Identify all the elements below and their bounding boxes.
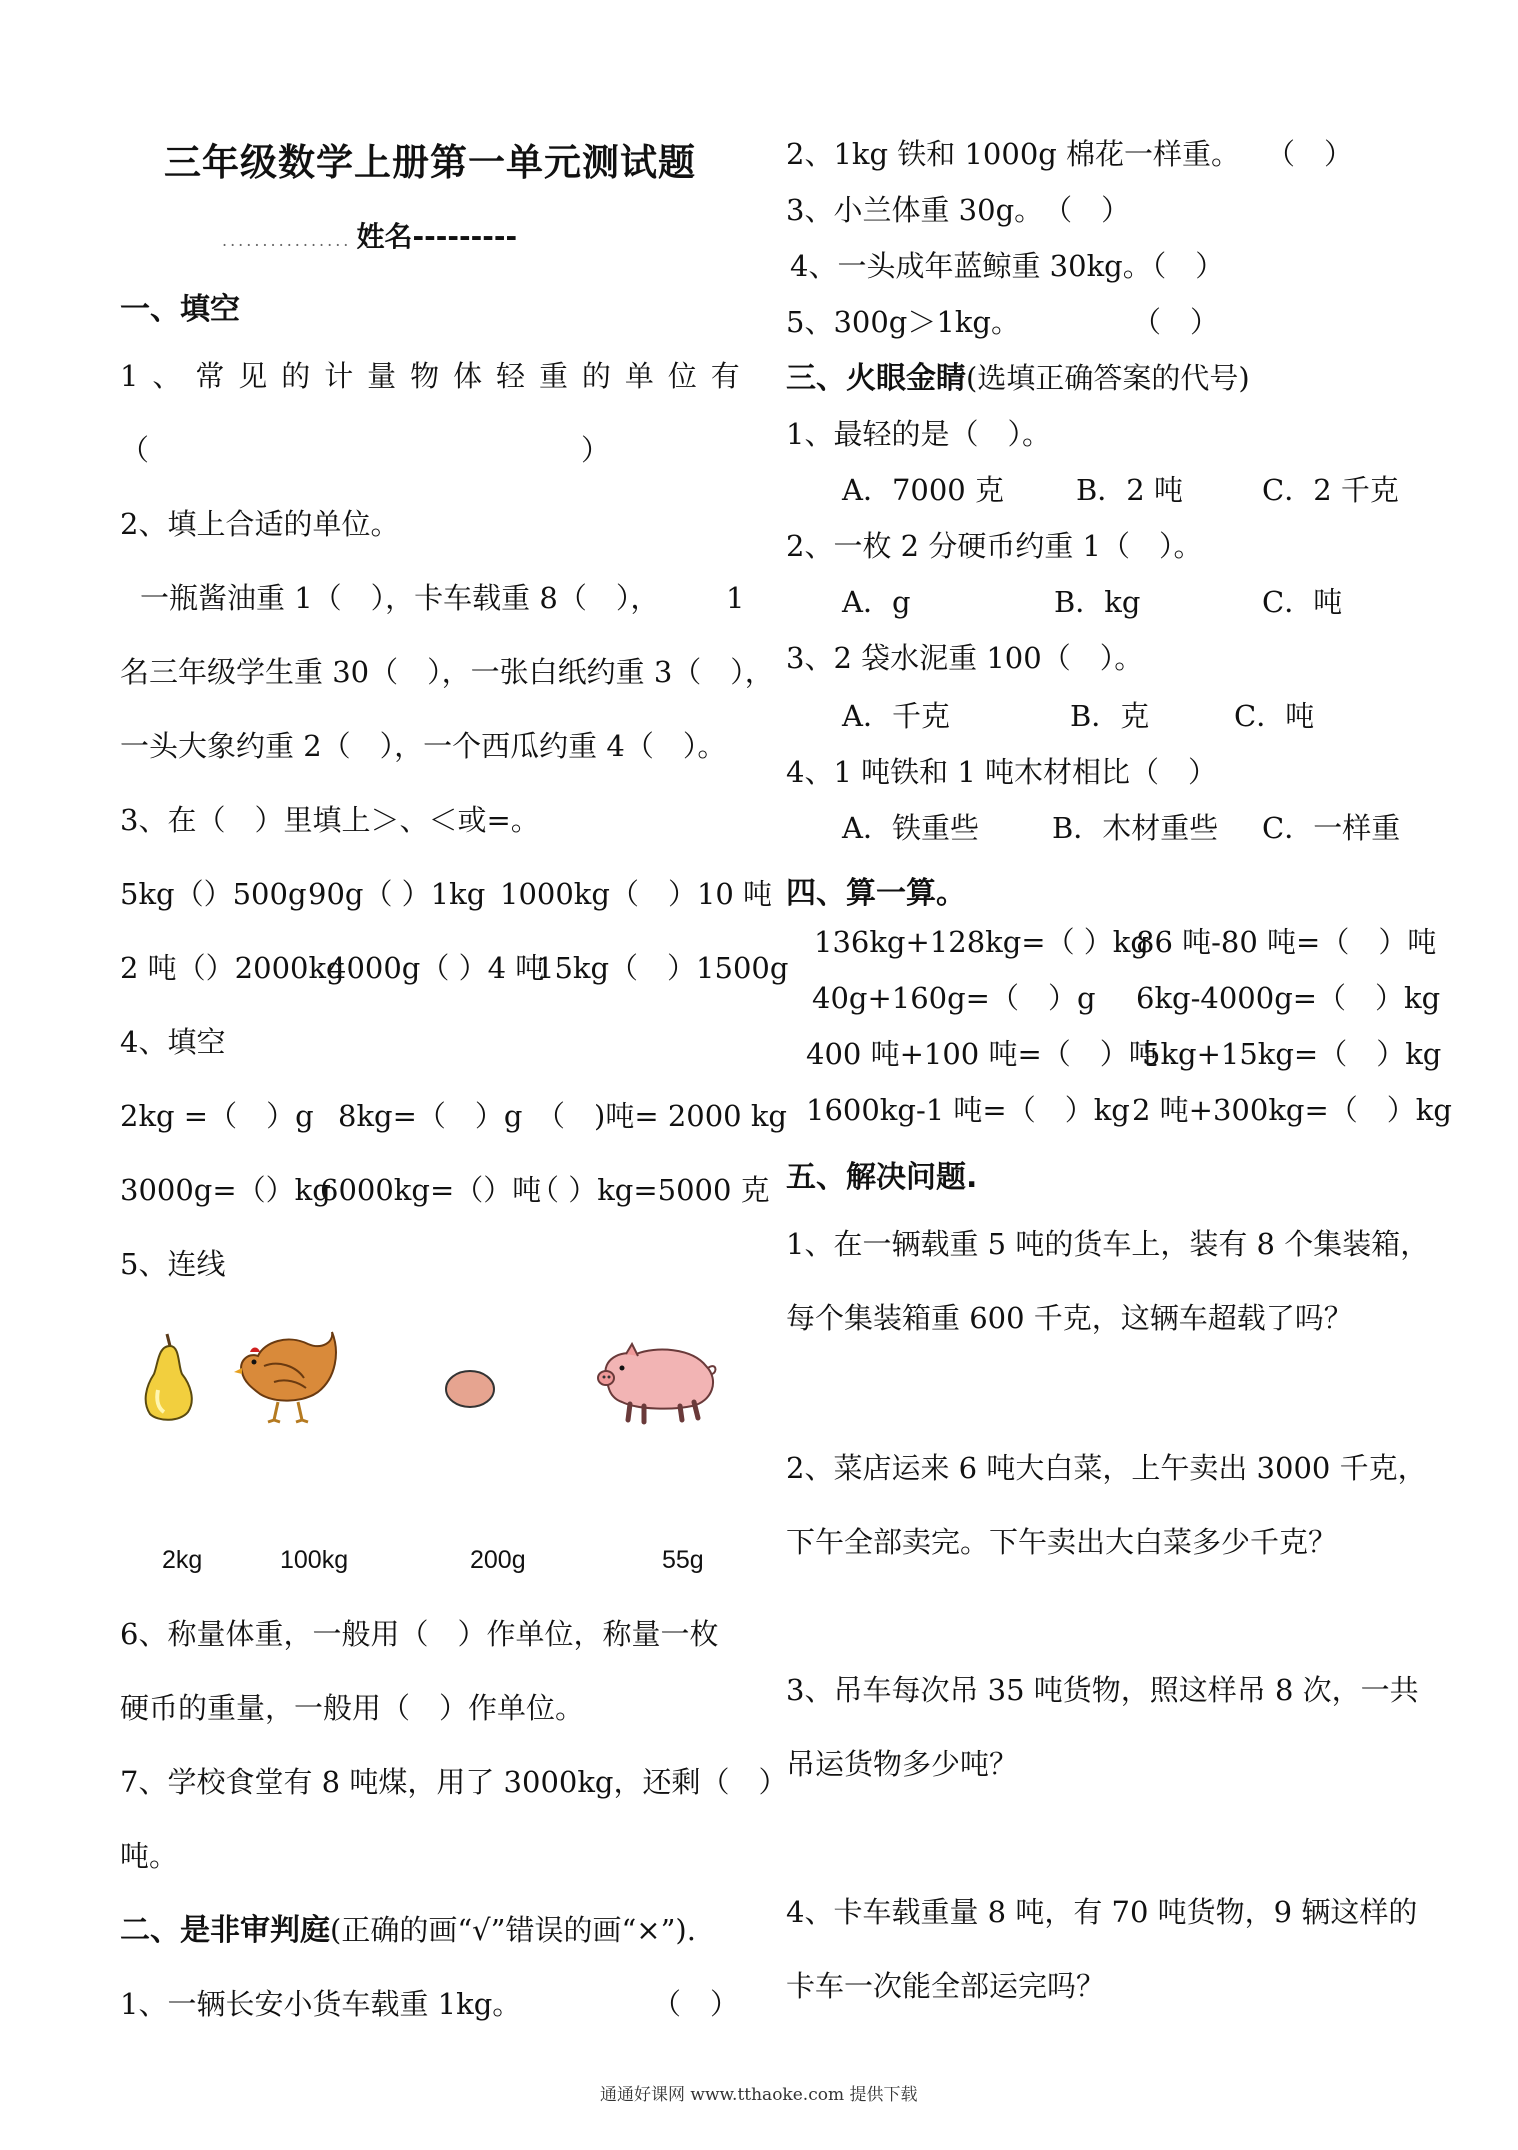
name-line <box>222 215 517 255</box>
choice-question-3: 3、2 袋水泥重 100（ ）。 <box>786 641 1144 675</box>
question-7-line-1: 7、学校食堂有 8 吨煤，用了 3000kg，还剩（ ） <box>120 1765 788 1799</box>
weight-label: 100kg <box>280 1546 349 1574</box>
judge-question-5: 5、300g＞1kg。 <box>786 305 1020 339</box>
calc-item: 2 吨+300kg=（ ）kg <box>1132 1093 1452 1127</box>
footer-credit: 通通好课网 www.tthaoke.com 提供下载 <box>600 2085 918 2105</box>
compare-item: 5kg（）500g <box>120 877 307 911</box>
question-5-heading: 5、连线 <box>120 1247 226 1281</box>
question-2-line-1-end: 1 <box>726 581 745 615</box>
question-6-line-1: 6、称量体重，一般用（ ）作单位，称量一枚 <box>120 1617 719 1651</box>
convert-item: 3000g=（）kg <box>120 1173 331 1207</box>
question-1-line-2: （ ） <box>120 433 610 467</box>
section-2-heading: 二、是非审判庭 <box>120 1913 330 1948</box>
problem-1-line-1: 1、在一辆载重 5 吨的货车上，装有 8 个集装箱， <box>786 1227 1430 1261</box>
judge-question-4: 4、一头成年蓝鲸重 30kg。（ ） <box>790 249 1225 283</box>
problem-1-line-2: 每个集装箱重 600 千克，这辆车超载了吗？ <box>786 1301 1353 1335</box>
pear-icon <box>136 1330 200 1422</box>
calc-item: 6kg-4000g=（ ）kg <box>1136 981 1441 1015</box>
convert-item: 8kg=（ ）g <box>338 1099 523 1133</box>
choice-option: C．吨 <box>1262 585 1343 619</box>
question-1-line-1: 1 、 常 见 的 计 量 物 体 轻 重 的 单 位 有 <box>120 359 740 393</box>
calc-item: 136kg+128kg=（ ）kg <box>814 925 1149 959</box>
compare-item: 1000kg（ ）10 吨 <box>500 877 773 911</box>
weight-label: 2kg <box>162 1546 203 1574</box>
section-5-heading: 五、解决问题. <box>786 1160 978 1195</box>
name-dots: ................ <box>222 231 352 250</box>
choice-question-4: 4、1 吨铁和 1 吨木材相比（ ） <box>786 755 1218 789</box>
question-7-line-2: 吨。 <box>120 1839 179 1873</box>
judge-answer-paren: （ ） <box>652 1987 740 2021</box>
calc-item: 86 吨-80 吨=（ ）吨 <box>1136 925 1437 959</box>
section-3-note: (选填正确答案的代号) <box>966 361 1250 395</box>
section-3-heading-line <box>786 360 1250 397</box>
problem-4-line-2: 卡车一次能全部运完吗？ <box>786 1969 1106 2003</box>
hen-icon <box>234 1322 340 1424</box>
calc-item: 5kg+15kg=（ ）kg <box>1142 1037 1442 1071</box>
choice-option: C．吨 <box>1234 699 1315 733</box>
choice-option: A．千克 <box>842 699 950 733</box>
judge-question-1: 1、一辆长安小货车载重 1kg。 <box>120 1987 522 2021</box>
judge-question-2: 2、1kg 铁和 1000g 棉花一样重。 <box>786 137 1241 171</box>
convert-item: （ )吨= 2000 kg <box>536 1099 787 1133</box>
compare-item: 2 吨（）2000kg <box>120 951 345 985</box>
problem-3-line-1: 3、吊车每次吊 35 吨货物，照这样吊 8 次，一共 <box>786 1673 1419 1707</box>
question-4-heading: 4、填空 <box>120 1025 226 1059</box>
egg-icon <box>444 1368 496 1410</box>
judge-answer-paren: （ ） <box>1132 305 1220 339</box>
question-6-line-2: 硬币的重量，一般用（ ）作单位。 <box>120 1691 585 1725</box>
section-2-heading-line <box>120 1912 696 1949</box>
problem-3-line-2: 吊运货物多少吨？ <box>786 1747 1019 1781</box>
choice-option: B．木材重些 <box>1052 811 1219 845</box>
convert-item: （ ）kg=5000 克 <box>530 1173 770 1207</box>
choice-option: B．kg <box>1054 585 1141 619</box>
problem-2-line-1: 2、菜店运来 6 吨大白菜，上午卖出 3000 千克， <box>786 1451 1427 1485</box>
name-label: 姓名--------- <box>356 220 518 253</box>
problem-2-line-2: 下午全部卖完。下午卖出大白菜多少千克？ <box>786 1525 1338 1559</box>
pig-icon <box>596 1340 720 1424</box>
problem-4-line-1: 4、卡车载重量 8 吨，有 70 吨货物，9 辆这样的 <box>786 1895 1418 1929</box>
page-title: 三年级数学上册第一单元测试题 <box>164 141 696 184</box>
question-2-line-3: 一头大象约重 2（ ），一个西瓜约重 4（ ）。 <box>120 729 727 763</box>
section-3-heading: 三、火眼金睛 <box>786 361 966 396</box>
judge-answer-paren: （ ） <box>1266 137 1354 171</box>
section-4-heading: 四、算一算。 <box>786 876 966 911</box>
choice-option: C．一样重 <box>1262 811 1401 845</box>
choice-option: A．铁重些 <box>842 811 979 845</box>
calc-item: 1600kg-1 吨=（ ）kg <box>806 1093 1130 1127</box>
question-2-heading: 2、填上合适的单位。 <box>120 507 400 541</box>
choice-option: A．g <box>842 585 911 619</box>
convert-item: 6000kg=（）吨 <box>320 1173 542 1207</box>
judge-question-3: 3、小兰体重 30g。 （ ） <box>786 193 1131 227</box>
choice-question-2: 2、一枚 2 分硬币约重 1（ ）。 <box>786 529 1203 563</box>
choice-option: A．7000 克 <box>842 473 1004 507</box>
choice-option: C．2 千克 <box>1262 473 1399 507</box>
weight-label: 200g <box>470 1546 526 1574</box>
convert-item: 2kg =（ ）g <box>120 1099 314 1133</box>
question-2-line-2: 名三年级学生重 30（ ），一张白纸约重 3（ ）， <box>120 655 774 689</box>
choice-question-1: 1、最轻的是（ ）。 <box>786 417 1051 451</box>
calc-item: 400 吨+100 吨=（ ）吨 <box>806 1037 1158 1071</box>
compare-item: 15kg（ ）1500g <box>536 951 789 985</box>
compare-item: 4000g（ ）4 吨 <box>328 951 545 985</box>
calc-item: 40g+160g=（ ）g <box>812 981 1096 1015</box>
section-2-note: (正确的画“√”错误的画“×”). <box>330 1913 696 1947</box>
weight-label: 55g <box>662 1546 704 1574</box>
choice-option: B．2 吨 <box>1076 473 1183 507</box>
compare-item: 90g（ ）1kg <box>308 877 486 911</box>
question-2-line-1: 一瓶酱油重 1（ ），卡车载重 8（ ）， <box>140 581 660 615</box>
section-1-heading: 一、填空 <box>120 292 240 327</box>
question-3-heading: 3、在（ ）里填上＞、＜或=。 <box>120 803 540 837</box>
choice-option: B．克 <box>1070 699 1150 733</box>
